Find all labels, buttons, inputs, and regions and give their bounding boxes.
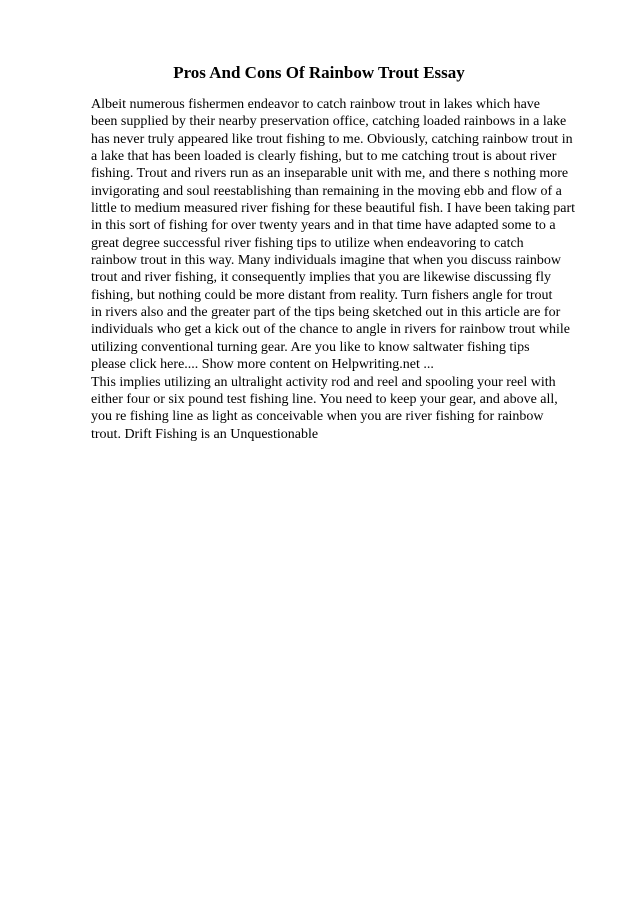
body-line: individuals who get a kick out of the chance to angle in rivers for rainbow trout while — [91, 322, 570, 338]
document-body — [91, 96, 591, 443]
body-line: invigorating and soul reestablishing than remaining in the moving ebb and flow of a — [91, 183, 562, 199]
body-line: been supplied by their nearby preservation office, catching loaded rainbows in a lake — [91, 114, 567, 130]
body-line: in rivers also and the greater part of the tips being sketched out in this article are for — [91, 305, 561, 321]
body-line: little to medium measured river fishing for these beautiful fish. I have been taking part — [91, 201, 576, 217]
document-title: Pros And Cons Of Rainbow Trout Essay — [173, 63, 465, 82]
body-line: trout. Drift Fishing is an Unquestionable — [91, 426, 319, 442]
body-line: has never truly appeared like trout fishing to me. Obviously, catching rainbow trout in — [91, 131, 573, 147]
body-line: This implies utilizing an ultralight activity rod and reel and spooling your reel with — [91, 374, 556, 390]
body-line: you re fishing line as light as conceivable when you are river fishing for rainbow — [91, 409, 544, 425]
body-line: rainbow trout in this way. Many individuals imagine that when you discuss rainbow — [91, 253, 561, 269]
body-line: in this sort of fishing for over twenty years and in that time have adapted some to a — [91, 218, 556, 234]
body-line: fishing. Trout and rivers run as an inseparable unit with me, and there s nothing more — [91, 166, 569, 182]
body-line: a lake that has been loaded is clearly fishing, but to me catching trout is about river — [91, 149, 557, 165]
body-line: utilizing conventional turning gear. Are you like to know saltwater fishing tips — [91, 339, 530, 355]
body-line: either four or six pound test fishing line. You need to keep your gear, and above all, — [91, 391, 558, 407]
body-line: Albeit numerous fishermen endeavor to catch rainbow trout in lakes which have — [91, 97, 541, 112]
body-line: great degree successful river fishing tips to utilize when endeavoring to catch — [91, 235, 524, 251]
body-line: please click here.... Show more content on Helpwriting.net ... — [91, 357, 434, 373]
body-line: trout and river fishing, it consequently implies that you are likewise discussing fly — [91, 270, 551, 286]
body-line: fishing, but nothing could be more distant from reality. Turn fishers angle for trout — [91, 287, 553, 303]
